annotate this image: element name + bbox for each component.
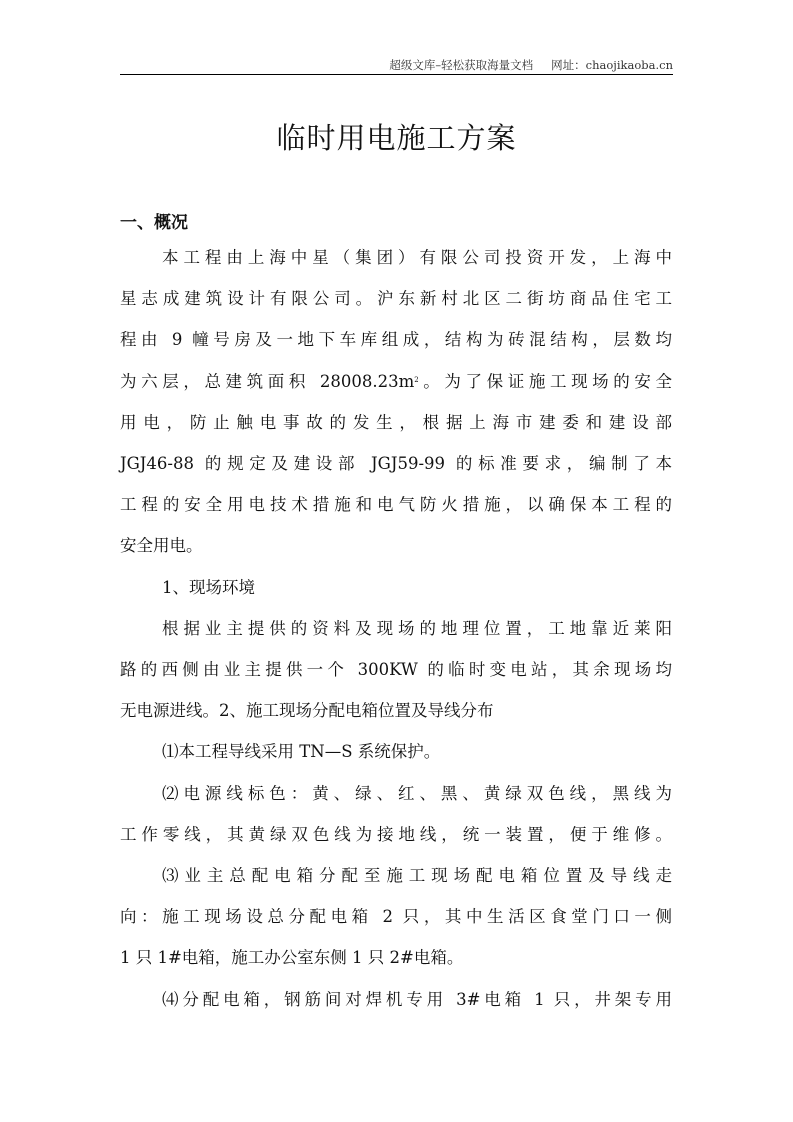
section-heading: 一、概况 (120, 213, 188, 233)
paragraph-line: 向：施工现场设总分配电箱 2 只，其中生活区食堂门口一侧 (120, 907, 672, 926)
paragraph-line: ⑵电源线标色：黄、绿、红、黑、黄绿双色线，黑线为 (162, 784, 672, 803)
paragraph-line: 无电源进线。2、施工现场分配电箱位置及导线分布 (120, 701, 494, 720)
paragraph-line: 本工程由上海中星（集团）有限公司投资开发，上海中 (162, 248, 672, 267)
line-text: 为六层，总建筑面积 28008.23m (120, 372, 415, 391)
paragraph-line: 路的西侧由业主提供一个 300KW 的临时变电站，其余现场均 (120, 660, 672, 679)
header-text (389, 57, 673, 73)
paragraph-line: 1、现场环境 (162, 578, 255, 597)
paragraph-line: ⑷分配电箱，钢筋间对焊机专用 3#电箱 1 只，井架专用 (162, 990, 672, 1009)
paragraph-line: ⑶业主总配电箱分配至施工现场配电箱位置及导线走 (162, 866, 672, 885)
page-header (120, 55, 673, 75)
paragraph-line: 程由 9 幢号房及一地下车库组成，结构为砖混结构，层数均 (120, 330, 672, 349)
header-site-name: 超级文库–轻松获取海量文档 (389, 58, 534, 72)
paragraph-line: 用电，防止触电事故的发生，根据上海市建委和建设部 (120, 413, 672, 432)
document-title: 临时用电施工方案 (276, 121, 517, 155)
paragraph-line: JGJ46-88 的规定及建设部 JGJ59-99 的标准要求，编制了本 (120, 454, 672, 473)
header-url-label: 网址： (551, 58, 586, 72)
paragraph-line: 工程的安全用电技术措施和电气防火措施，以确保本工程的 (120, 495, 672, 514)
superscript: 2 (414, 376, 419, 384)
paragraph-line: 根据业主提供的资料及现场的地理位置，工地靠近莱阳 (162, 619, 672, 638)
header-url: chaojikaoba.cn (585, 58, 673, 72)
line-text: 。为了保证施工现场的安全 (418, 372, 672, 391)
paragraph-line: 星志成建筑设计有限公司。沪东新村北区二街坊商品住宅工 (120, 289, 672, 308)
paragraph-line: 安全用电。 (120, 536, 203, 555)
paragraph-line (120, 370, 672, 394)
paragraph-line: 工作零线，其黄绿双色线为接地线，统一装置，便于维修。 (120, 825, 672, 844)
paragraph-line: ⑴本工程导线采用 TN—S 系统保护。 (162, 742, 441, 761)
paragraph-line: 1 只 1#电箱，施工办公室东侧 1 只 2#电箱。 (120, 948, 464, 967)
